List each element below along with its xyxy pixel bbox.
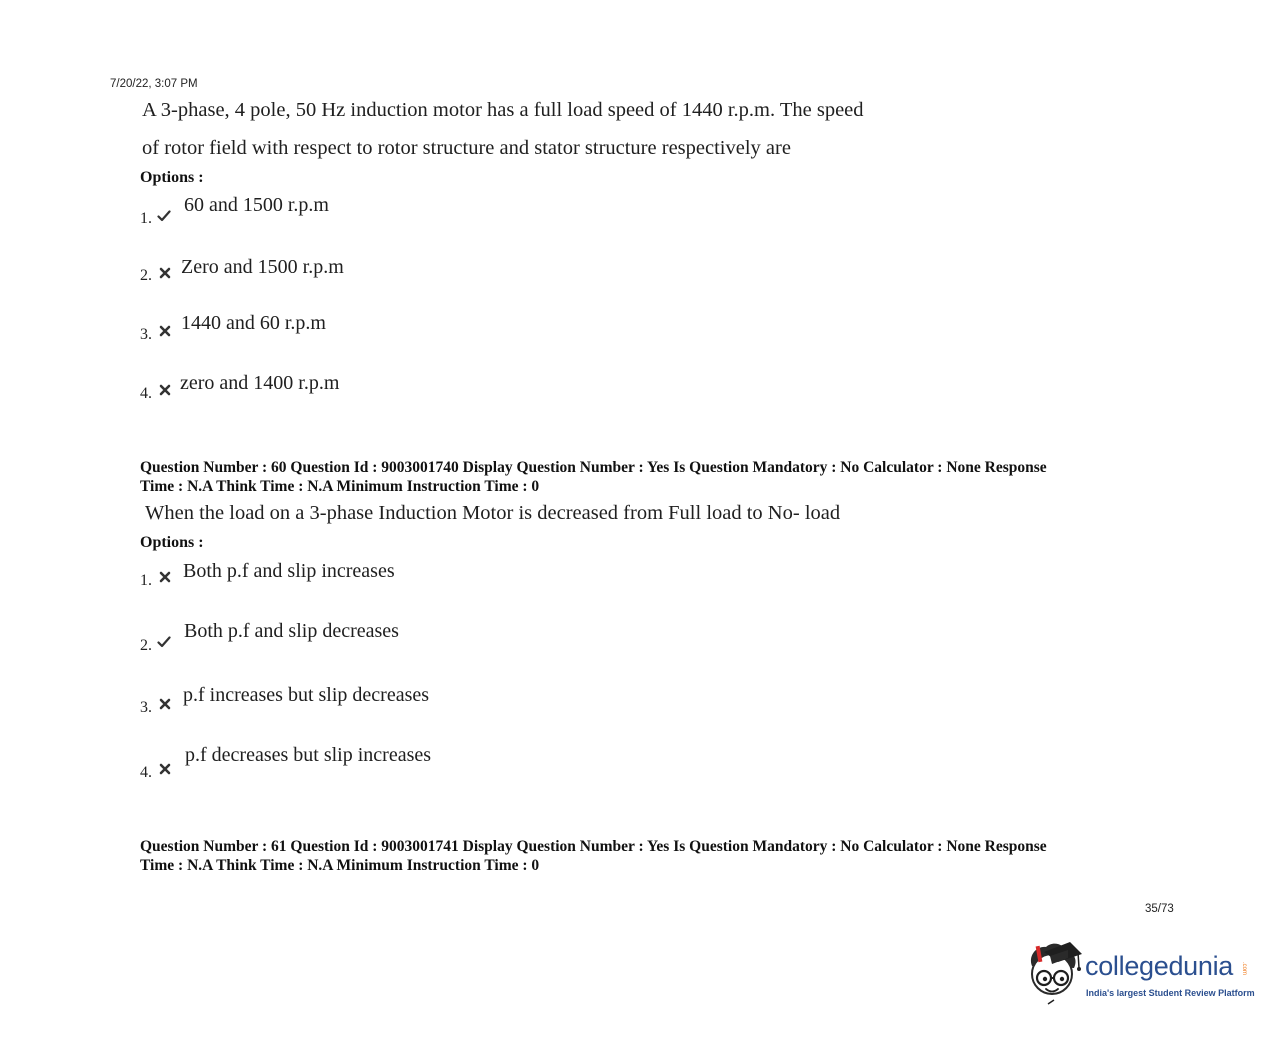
cross-icon [158,324,172,338]
question-60-meta-line1: Question Number : 60 Question Id : 9003001740 Display Question Number : Yes Is Question Mandatory : No Calculator : None Response [140,459,1047,476]
q60-option-1-number: 1. [140,572,152,589]
collegedunia-mascot-logo [1022,938,1084,1006]
question-61-meta-line1: Question Number : 61 Question Id : 9003001741 Display Question Number : Yes Is Question Mandatory : No Calculator : None Response [140,838,1047,855]
collegedunia-wordmark: collegedunia [1085,951,1234,981]
q60-option-2-text: Both p.f and slip decreases [184,620,399,642]
question-60-options-label: Options : [140,534,204,551]
collegedunia-tagline: India's largest Student Review Platform [1086,988,1255,998]
check-icon [157,209,171,223]
q60-option-3-number: 3. [140,699,152,716]
page-number: 35/73 [1145,903,1174,915]
q59-option-1-text: 60 and 1500 r.p.m [184,194,329,216]
question-60-meta-line2: Time : N.A Think Time : N.A Minimum Instruction Time : 0 [140,478,540,495]
question-60-text: When the load on a 3-phase Induction Motor is decreased from Full load to No- load [145,502,841,524]
q60-option-4-text: p.f decreases but slip increases [185,744,432,766]
question-59-text-line1: A 3-phase, 4 pole, 50 Hz induction motor has a full load speed of 1440 r.p.m. The speed [142,99,864,121]
q60-option-1-text: Both p.f and slip increases [183,560,395,582]
q59-option-4-number: 4. [140,385,152,402]
collegedunia-domain-suffix: .com [1241,962,1247,976]
question-59-options-label: Options : [140,169,204,186]
question-61-meta-line2: Time : N.A Think Time : N.A Minimum Instruction Time : 0 [140,857,540,874]
cross-icon [158,762,172,776]
cross-icon [158,697,172,711]
question-59-text-line2: of rotor field with respect to rotor structure and stator structure respectively are [142,137,791,159]
q60-option-4-number: 4. [140,764,152,781]
cross-icon [158,266,172,280]
print-datetime: 7/20/22, 3:07 PM [110,78,198,90]
check-icon [157,635,171,649]
cross-icon [158,383,172,397]
q60-option-3-text: p.f increases but slip decreases [183,684,430,706]
q59-option-3-text: 1440 and 60 r.p.m [181,312,326,334]
q59-option-1-number: 1. [140,210,152,227]
q59-option-2-text: Zero and 1500 r.p.m [181,256,344,278]
q59-option-4-text: zero and 1400 r.p.m [180,372,340,394]
q60-option-2-number: 2. [140,637,152,654]
cross-icon [158,570,172,584]
q59-option-3-number: 3. [140,326,152,343]
q59-option-2-number: 2. [140,267,152,284]
